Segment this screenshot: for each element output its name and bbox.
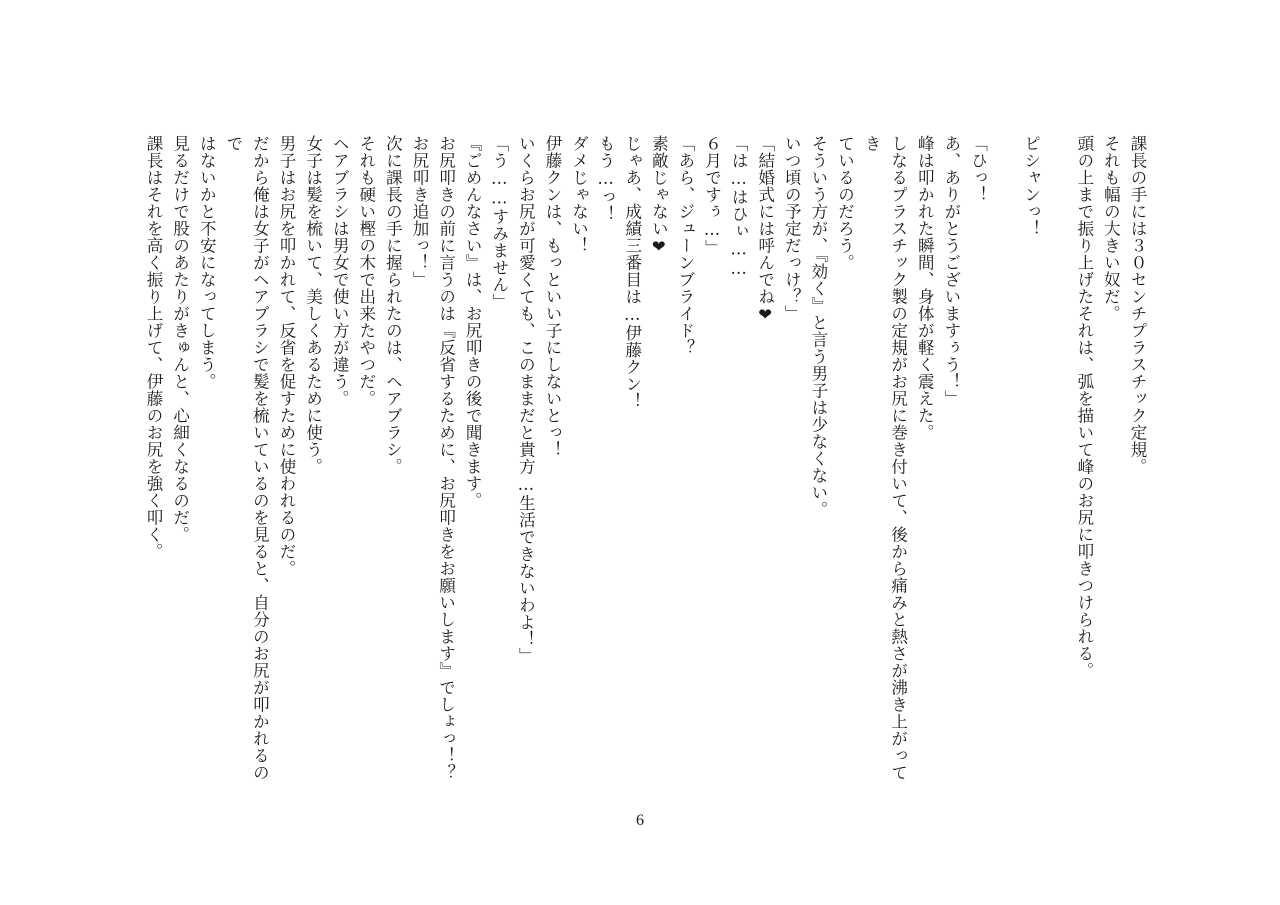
text-line: ダメじゃない！ — [569, 135, 589, 254]
text-line: 伊藤クンは、もっといい子にしないとっ！ — [542, 135, 562, 458]
text-line: 課長の手には３０センチプラスチック定規。 — [1128, 135, 1147, 475]
page-number: 6 — [636, 812, 644, 829]
text-line: 素敵じゃない❤ — [649, 135, 669, 257]
text-line: はないかと不安になってしまう。 — [197, 135, 217, 390]
text-line: 「う……すみません」 — [489, 135, 509, 310]
text-line: 峰は叩かれた瞬間、身体が軽く震えた。 — [915, 135, 935, 441]
text-line: 課長はそれを高く振り上げて、伊藤のお尻を強く叩く。 — [144, 135, 164, 560]
text-line: それも幅の大きい奴だ。 — [1101, 135, 1121, 322]
text-line: ６月ですぅ…」 — [702, 135, 722, 257]
text-line: それも硬い樫の木で出来たやつだ。 — [356, 135, 376, 407]
text-line: そういう方が、『効く』と言う男子は少なくない。 — [808, 135, 828, 518]
text-line: ているのだろう。 — [835, 135, 855, 271]
text-line: 「は…はひぃ…… — [729, 135, 749, 279]
text-line: お尻叩きの前に言うのは『反省するために、お尻叩きをお願いします』でしょっ！？ — [436, 135, 456, 781]
text-line: 「ひっ！ — [968, 135, 988, 203]
text-line: 男子はお尻を叩かれて、反省を促すために使われるのだ。 — [277, 135, 296, 577]
text-line: 『ごめんなさい』は、お尻叩きの後で聞きます。 — [463, 135, 483, 509]
blank-line — [990, 135, 1017, 795]
text-line: 「あら、ジューンブライド？ — [675, 135, 695, 356]
text-line: だから俺は女子がヘアブラシで髪を梳いているのを見ると、自分のお尻が叩かれるので — [223, 135, 270, 781]
text-line: もう…っ！ — [596, 135, 616, 223]
text-line: 女子は髪を梳いて、美しくあるために使う。 — [303, 135, 323, 475]
blank-line — [1044, 135, 1071, 795]
text-line: じゃあ、成績三番目は…伊藤クン！ — [622, 135, 642, 410]
text-line: 次に課長の手に握られたのは、ヘアブラシ。 — [383, 135, 403, 475]
text-line: 「結婚式には呼んでね❤ — [755, 135, 775, 325]
text-line: いつ頃の予定だっけ？」 — [782, 135, 802, 322]
vertical-text-block — [139, 135, 1150, 795]
text-line: ピシャンっ！ — [1021, 135, 1041, 237]
text-line: 頭の上まで振り上げたそれは、弧を描いて峰のお尻に叩きつけられる。 — [1074, 135, 1094, 679]
text-line: しなるプラスチック製の定規がお尻に巻き付いて、後から痛みと熱さが沸き上がってき — [862, 135, 908, 781]
text-line: あ、ありがとうございますぅう！」 — [941, 135, 961, 407]
text-line: ヘアブラシは男女で使い方が違う。 — [330, 135, 350, 407]
text-line: 見るだけで股のあたりがきゅんと、心細くなるのだ。 — [170, 135, 190, 543]
text-line: お尻叩き追加っ！」 — [409, 135, 429, 288]
text-line: いくらお尻が可愛くても、このままだと貴方…生活できないわよ！」 — [516, 135, 536, 665]
